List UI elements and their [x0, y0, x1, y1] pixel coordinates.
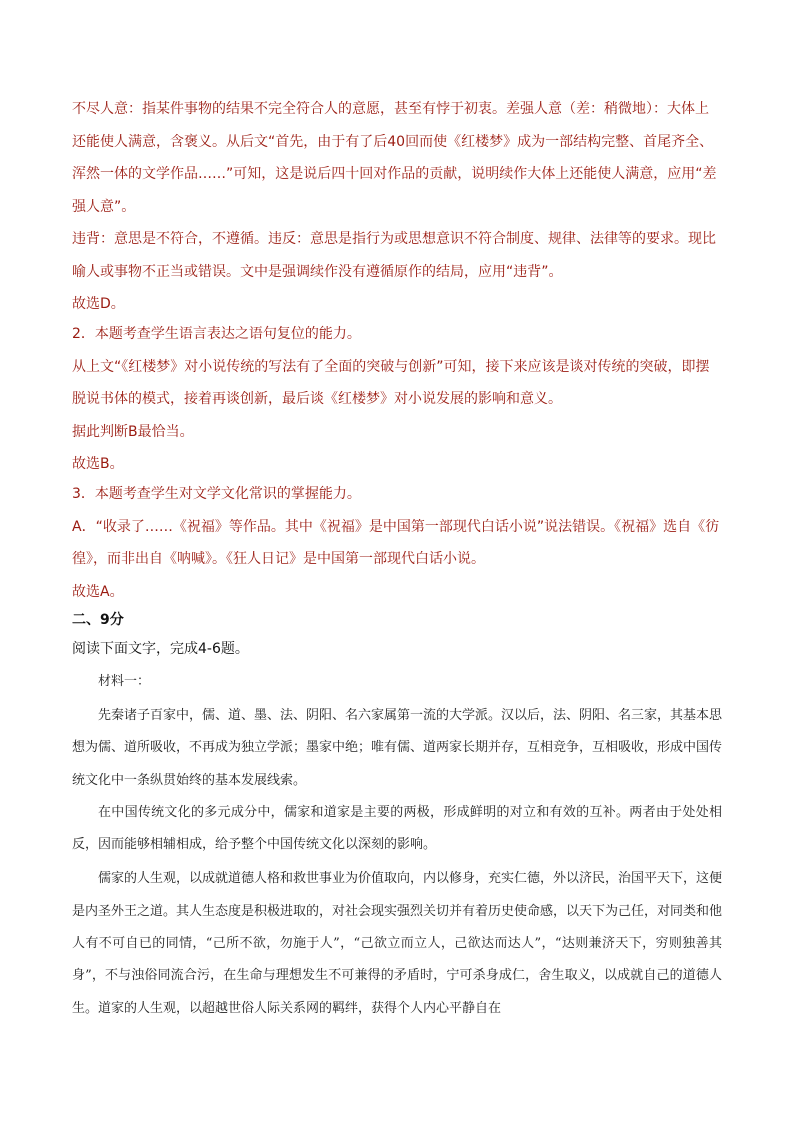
answer-paragraph: 故选D。: [72, 296, 125, 312]
material-paragraph: 在中国传统文化的多元成分中，儒家和道家是主要的两极，形成鲜明的对立和有效的互补。两者由于处处相反，因而能够相辅相成，给予整个中国传统文化以深刻的影响。: [72, 804, 722, 853]
answer-paragraph: 不尽人意：指某件事物的结果不完全符合人的意愿，甚至有悖于初衷。差强人意（差：稍微地）：大体上还能使人满意，含褒义。从后文“首先，由于有了后40回而使《红楼梦》成为一部结构完整、首尾齐全、浑然一体的文学作品……”可知，这是说后四十回对作品的贡献，说明续作大体上还能使人满意，应用“差强人意”。: [72, 101, 717, 215]
answer-q3: [72, 478, 722, 608]
answer-paragraph: 从上文“《红楼梦》对小说传统的写法有了全面的突破与创新”可知，接下来应该是谈对传统的突破，即摆脱说书体的模式，接着再谈创新，最后谈《红楼梦》对小说发展的影响和意义。: [72, 358, 710, 407]
answer-paragraph: A．“收录了……《祝福》等作品。其中《祝福》是中国第一部现代白话小说”说法错误。《祝福》选自《彷徨》，而非出自《呐喊》。《狂人日记》是中国第一部现代白话小说。: [72, 518, 720, 567]
answer-q1: [72, 93, 722, 321]
answer-heading: 2．本题考查学生语言表达之语句复位的能力。: [72, 326, 361, 342]
section-intro: 阅读下面文字，完成4-6题。: [72, 641, 249, 657]
reading-material: [72, 671, 722, 693]
material-label: 材料一：: [98, 674, 151, 689]
material-body: [72, 700, 722, 1025]
answer-paragraph: 违背：意思是不符合，不遵循。违反：意思是指行为或思想意识不符合制度、规律、法律等的要求。现比喻人或事物不正当或错误。文中是强调续作没有遵循原作的结局，应用“违背”。: [72, 231, 716, 280]
material-paragraph: 先秦诸子百家中，儒、道、墨、法、阴阳、名六家属第一流的大学派。汉以后，法、阴阳、名三家，其基本思想为儒、道所吸收，不再成为独立学派；墨家中绝；唯有儒、道两家长期并存，互相竞争，互相吸收，形成中国传统文化中一条纵贯始终的基本发展线索。: [72, 708, 723, 788]
material-paragraph: 儒家的人生观，以成就道德人格和救世事业为价值取向，内以修身，充实仁德，外以济民，治国平天下，这便是内圣外王之道。其人生态度是积极进取的，对社会现实强烈关切并有着历史使命感，以天下为己任，对同类和他人有不可自已的同情，“己所不欲，勿施于人”，“己欲立而立人，己欲达而达人”，“达则兼济天下，穷则独善其身”，不与浊俗同流合污，在生命与理想发生不可兼得的矛盾时，宁可杀身成仁，舍生取义，以成就自己的道德人生。道家的人生观，以超越世俗人际关系网的羁绊，获得个人内心平静自在: [72, 871, 723, 1016]
answer-q2: [72, 318, 722, 481]
answer-heading: 3．本题考查学生对文学文化常识的掌握能力。: [72, 486, 361, 502]
answer-paragraph: 据此判断B最恰当。: [72, 423, 194, 440]
section-title: 二、9分: [72, 612, 124, 628]
answer-paragraph: 故选A。: [72, 583, 124, 600]
answer-paragraph: 故选B。: [72, 456, 124, 472]
